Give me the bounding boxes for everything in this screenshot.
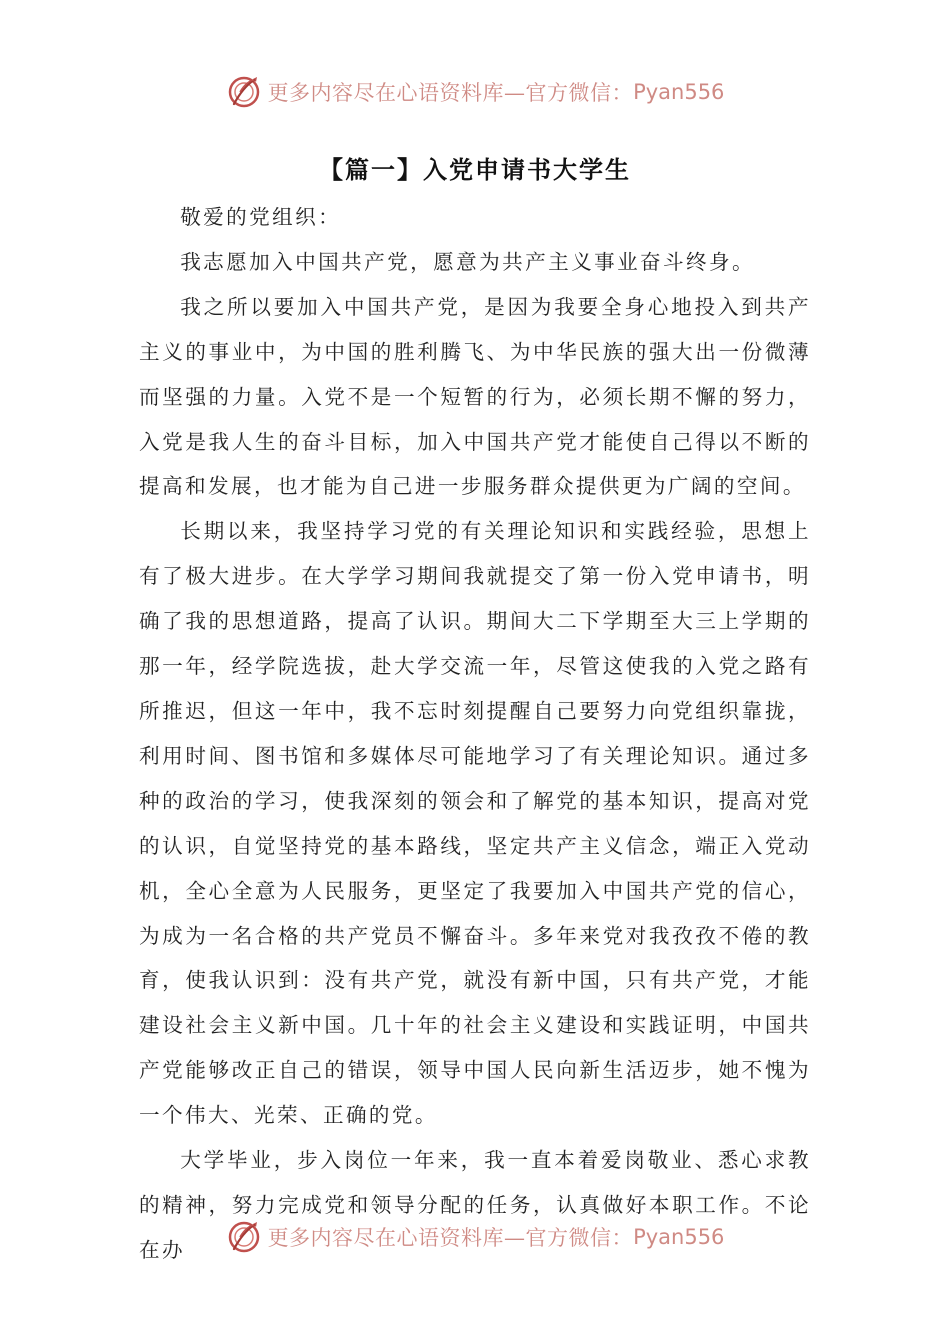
- wechat-id: Pyan556: [633, 80, 725, 104]
- banner-text: 更多内容尽在心语资料库—官方微信：: [267, 1226, 634, 1250]
- document-body: [139, 195, 811, 1273]
- salutation: 敬爱的党组织：: [180, 205, 342, 229]
- feather-pen-logo-icon: [226, 1219, 262, 1255]
- feather-pen-logo-icon: [226, 74, 262, 110]
- paragraph: 我志愿加入中国共产党，愿意为共产主义事业奋斗终身。: [180, 249, 756, 274]
- wechat-id: Pyan556: [633, 1225, 725, 1249]
- page-title: 【篇一】入党申请书大学生: [319, 156, 631, 184]
- banner-text: 更多内容尽在心语资料库—官方微信：: [267, 81, 634, 105]
- paragraph: 我之所以要加入中国共产党，是因为我要全身心地投入到共产主义的事业中，为中国的胜利腾飞、为中华民族的强大出一份微薄而坚强的力量。入党不是一个短暂的行为，必须长期不懈的努力，入党是我人生的奋斗目标，加入中国共产党才能使自己得以不断的提高和发展，也才能为自己进一步服务群众提供更为广阔的空间。: [139, 294, 811, 499]
- paragraph: 长期以来，我坚持学习党的有关理论知识和实践经验，思想上有了极大进步。在大学学习期间我就提交了第一份入党申请书，明确了我的思想道路，提高了认识。期间大二下学期至大三上学期的那一年，经学院选拔，赴大学交流一年，尽管这使我的入党之路有所推迟，但这一年中，我不忘时刻提醒自己要努力向党组织靠拢，利用时间、图书馆和多媒体尽可能地学习了有关理论知识。通过多种的政治的学习，使我深刻的领会和了解党的基本知识，提高对党的认识，自觉坚持党的基本路线，坚定共产主义信念，端正入党动机，全心全意为人民服务，更坚定了我要加入中国共产党的信心，为成为一名合格的共产党员不懈奋斗。多年来党对我孜孜不倦的教育，使我认识到：没有共产党，就没有新中国，只有共产党，才能建设社会主义新中国。几十年的社会主义建设和实践证明，中国共产党能够改正自己的错误，领导中国人民向新生活迈步，她不愧为一个伟大、光荣、正确的党。: [139, 519, 811, 1128]
- header-banner: [0, 70, 950, 114]
- paragraph: 大学毕业，步入岗位一年来，我一直本着爱岗敬业、悉心求教的精神，努力完成党和领导分配的任务，认真做好本职工作。不论在办: [139, 1148, 811, 1262]
- footer-banner: [0, 1215, 950, 1259]
